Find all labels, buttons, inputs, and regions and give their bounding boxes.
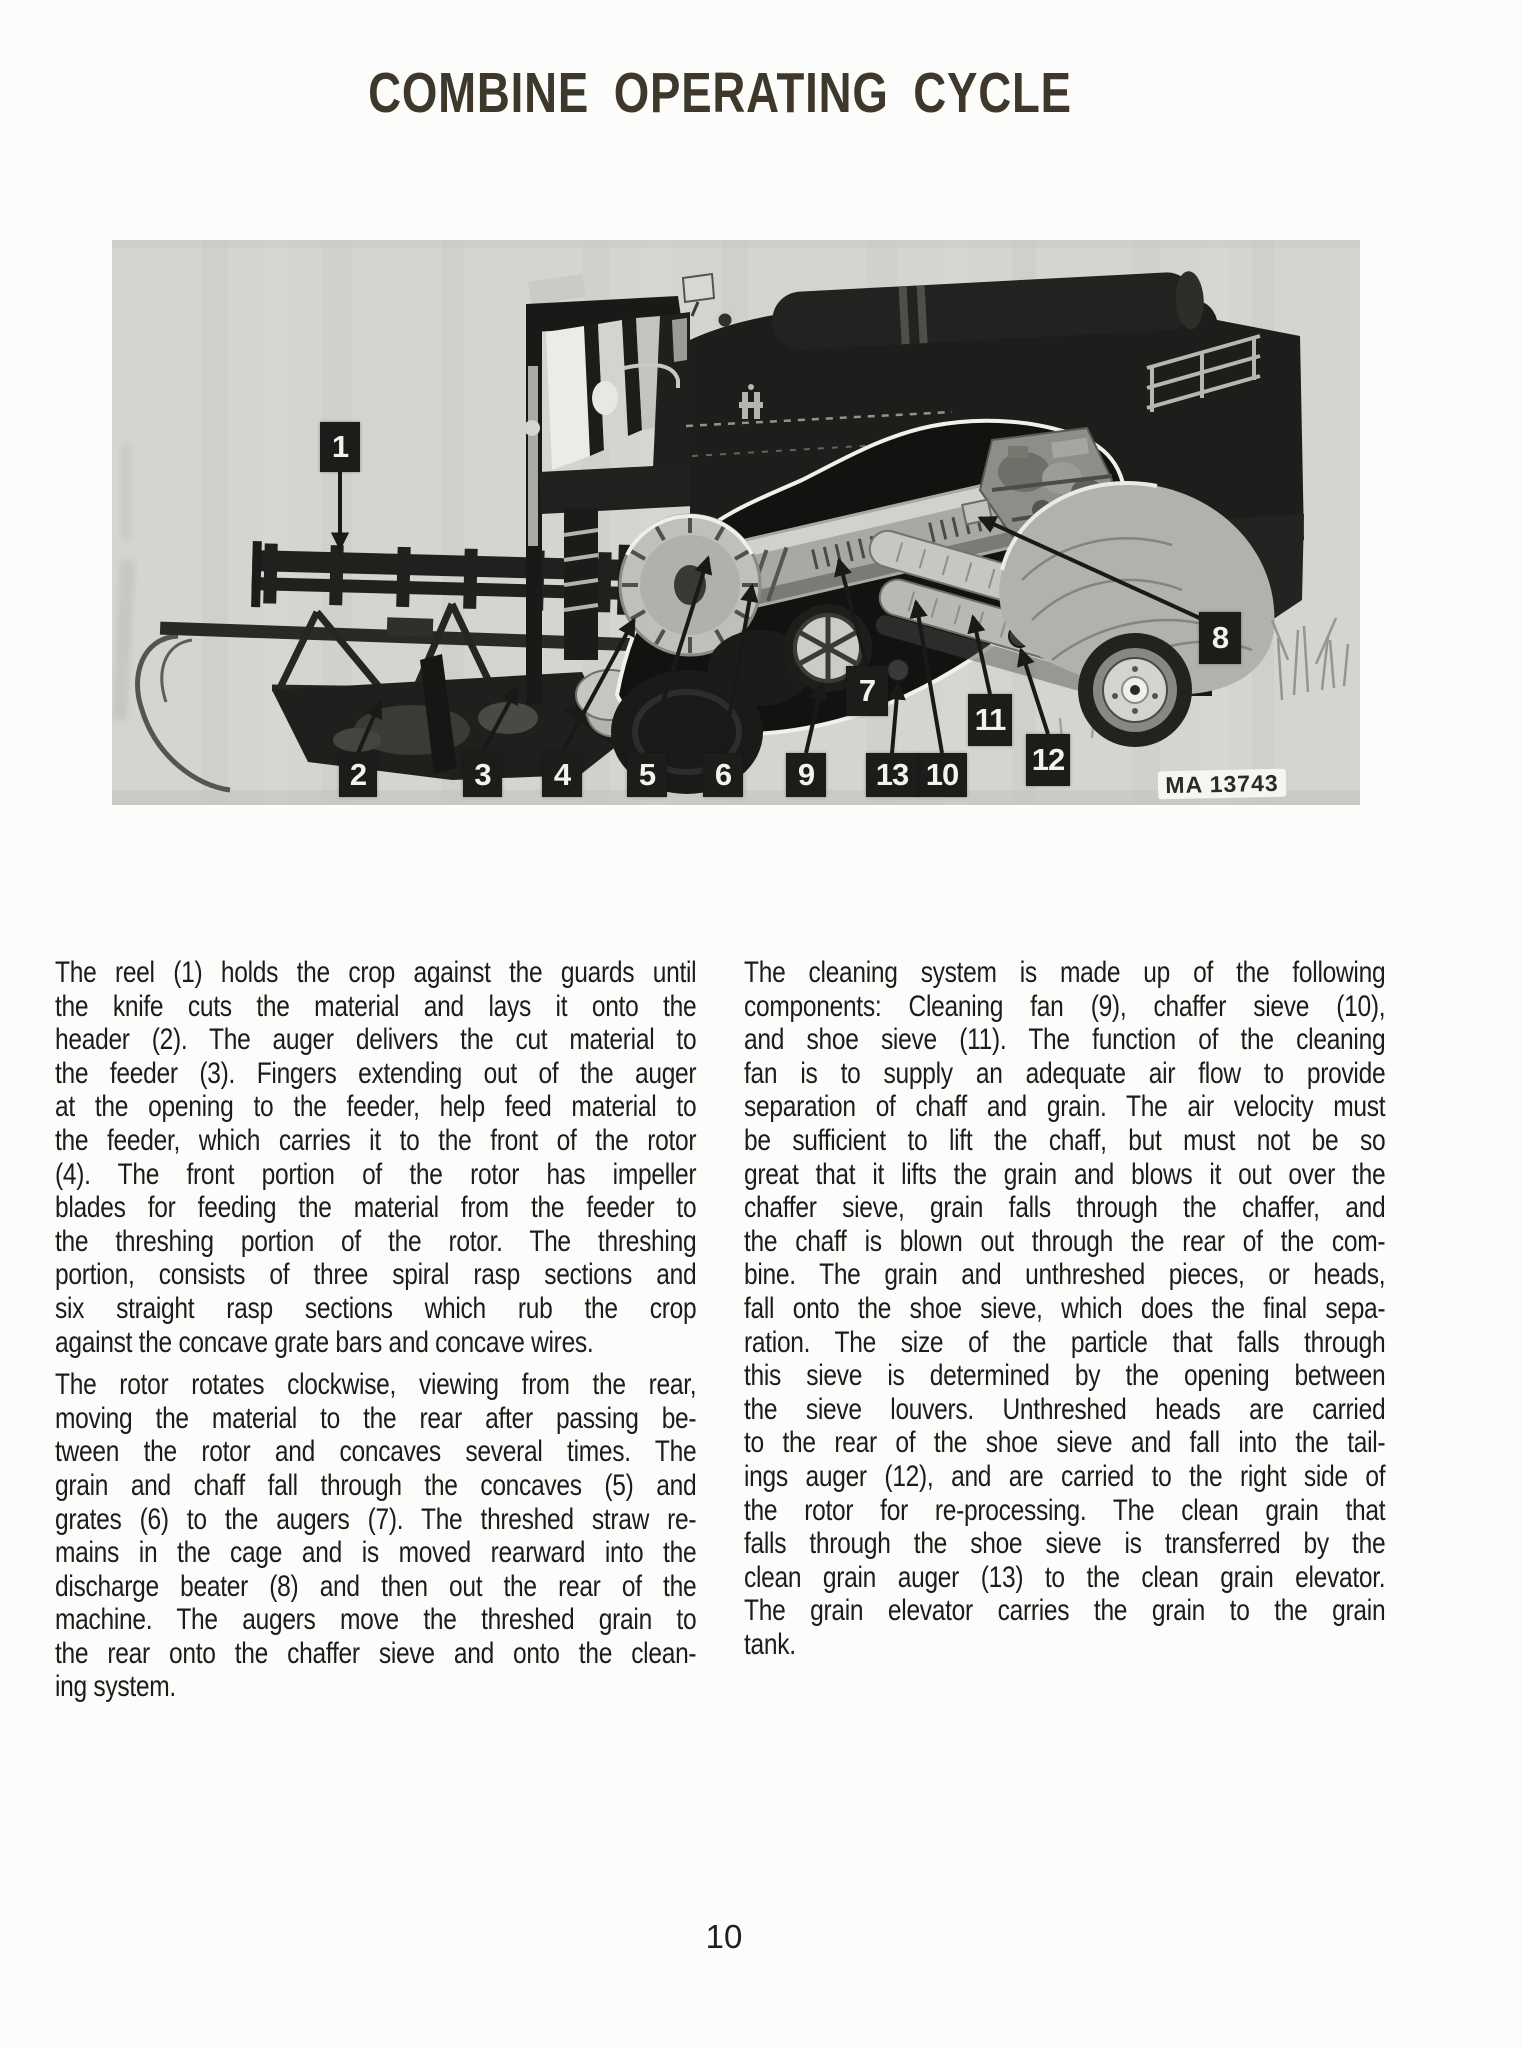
text-line: tank.	[744, 1627, 796, 1661]
text-line: fan is to supply an adequate air flow to provide	[744, 1056, 1386, 1090]
text-line: blades for feeding the material from the feeder to	[55, 1191, 697, 1225]
text-line: this sieve is determined by the opening between	[744, 1359, 1386, 1393]
text-line: the threshing portion of the rotor. The threshing	[55, 1224, 697, 1258]
text-line: grain and chaff fall through the concaves (5) and	[55, 1468, 697, 1502]
figure-callout-11: 11	[968, 694, 1012, 746]
figure-callout-7: 7	[846, 666, 888, 716]
text-line: bine. The grain and unthreshed pieces, or heads,	[744, 1258, 1386, 1292]
text-line: great that it lifts the grain and blows it out over the	[744, 1157, 1386, 1191]
text-line: separation of chaff and grain. The air velocity must	[744, 1090, 1386, 1124]
clean-grain-auger	[887, 659, 909, 681]
text-line: be sufficient to lift the chaff, but must not be so	[744, 1123, 1386, 1157]
photo-id-label: MA 13743	[1158, 769, 1287, 800]
text-line: and shoe sieve (11). The function of the cleaning	[744, 1023, 1386, 1057]
text-line: the knife cuts the material and lays it onto the	[55, 989, 697, 1023]
text-line: to the rear of the shoe sieve and fall into the tail-	[744, 1426, 1386, 1460]
text-line: The grain elevator carries the grain to the grain	[744, 1594, 1386, 1628]
text-line: header (2). The auger delivers the cut material to	[55, 1023, 697, 1057]
figure-callout-4: 4	[542, 753, 582, 797]
text-line: discharge beater (8) and then out the rear of the	[55, 1569, 697, 1603]
paragraph	[55, 956, 696, 1359]
right-column	[744, 956, 1385, 1670]
text-line: the feeder (3). Fingers extending out of the auger	[55, 1056, 697, 1090]
text-line: the rear onto the chaffer sieve and onto the clean-	[55, 1636, 697, 1670]
figure-callout-3: 3	[463, 753, 502, 797]
rear-wheel	[1078, 633, 1192, 747]
text-line: the rotor for re-processing. The clean grain that	[744, 1493, 1386, 1527]
paragraph	[55, 1368, 696, 1704]
text-line: the feeder, which carries it to the front of the rotor	[55, 1123, 697, 1157]
figure-callout-10: 10	[917, 753, 967, 797]
text-line: clean grain auger (13) to the clean grain elevator.	[744, 1560, 1386, 1594]
text-line: fall onto the shoe sieve, which does the final sepa-	[744, 1291, 1386, 1325]
combine-cutaway-illustration	[112, 240, 1360, 805]
figure-callout-5: 5	[627, 753, 667, 797]
text-line: The rotor rotates clockwise, viewing from the rear,	[55, 1368, 697, 1402]
text-line: ing system.	[55, 1670, 176, 1704]
text-line: against the concave grate bars and concave wires.	[55, 1325, 594, 1359]
text-line: grates (6) to the augers (7). The threshed straw re-	[55, 1502, 697, 1536]
mirror	[683, 274, 714, 302]
text-line: moving the material to the rear after passing be-	[55, 1401, 697, 1435]
figure-callout-6: 6	[703, 753, 743, 797]
text-line: ings auger (12), and are carried to the right side of	[744, 1459, 1386, 1493]
text-line: ration. The size of the particle that falls through	[744, 1325, 1386, 1359]
text-line: chaffer sieve, grain falls through the chaffer, and	[744, 1191, 1386, 1225]
text-line: machine. The augers move the threshed grain to	[55, 1603, 697, 1637]
text-line: the sieve louvers. Unthreshed heads are carried	[744, 1392, 1386, 1426]
operator-seat	[592, 381, 618, 415]
figure-callout-9: 9	[786, 753, 826, 797]
text-line: falls through the shoe sieve is transferred by the	[744, 1527, 1386, 1561]
text-line: The reel (1) holds the crop against the guards until	[55, 956, 697, 989]
left-column	[55, 956, 696, 1713]
windshield	[546, 326, 590, 470]
page-number: 10	[705, 1918, 743, 1955]
figure-callout-1: 1	[320, 422, 360, 472]
text-line: (4). The front portion of the rotor has impeller	[55, 1157, 697, 1191]
figure-callout-13: 13	[866, 753, 918, 797]
text-line: components: Cleaning fan (9), chaffer sieve (10),	[744, 989, 1386, 1023]
text-line: at the opening to the feeder, help feed material to	[55, 1090, 697, 1124]
text-line: the chaff is blown out through the rear of the com-	[744, 1224, 1386, 1258]
paragraph	[744, 956, 1385, 1661]
page-title: COMBINE OPERATING CYCLE	[368, 61, 1072, 125]
text-line: The cleaning system is made up of the following	[744, 956, 1386, 989]
text-line: portion, consists of three spiral rasp sections and	[55, 1258, 697, 1292]
text-line: tween the rotor and concaves several times. The	[55, 1435, 697, 1469]
figure-callout-12: 12	[1026, 734, 1070, 786]
figure-callout-8: 8	[1199, 612, 1241, 664]
combine-figure	[112, 240, 1360, 805]
figure-callout-2: 2	[339, 753, 377, 797]
text-line: six straight rasp sections which rub the crop	[55, 1291, 697, 1325]
text-line: mains in the cage and is moved rearward into the	[55, 1536, 697, 1570]
